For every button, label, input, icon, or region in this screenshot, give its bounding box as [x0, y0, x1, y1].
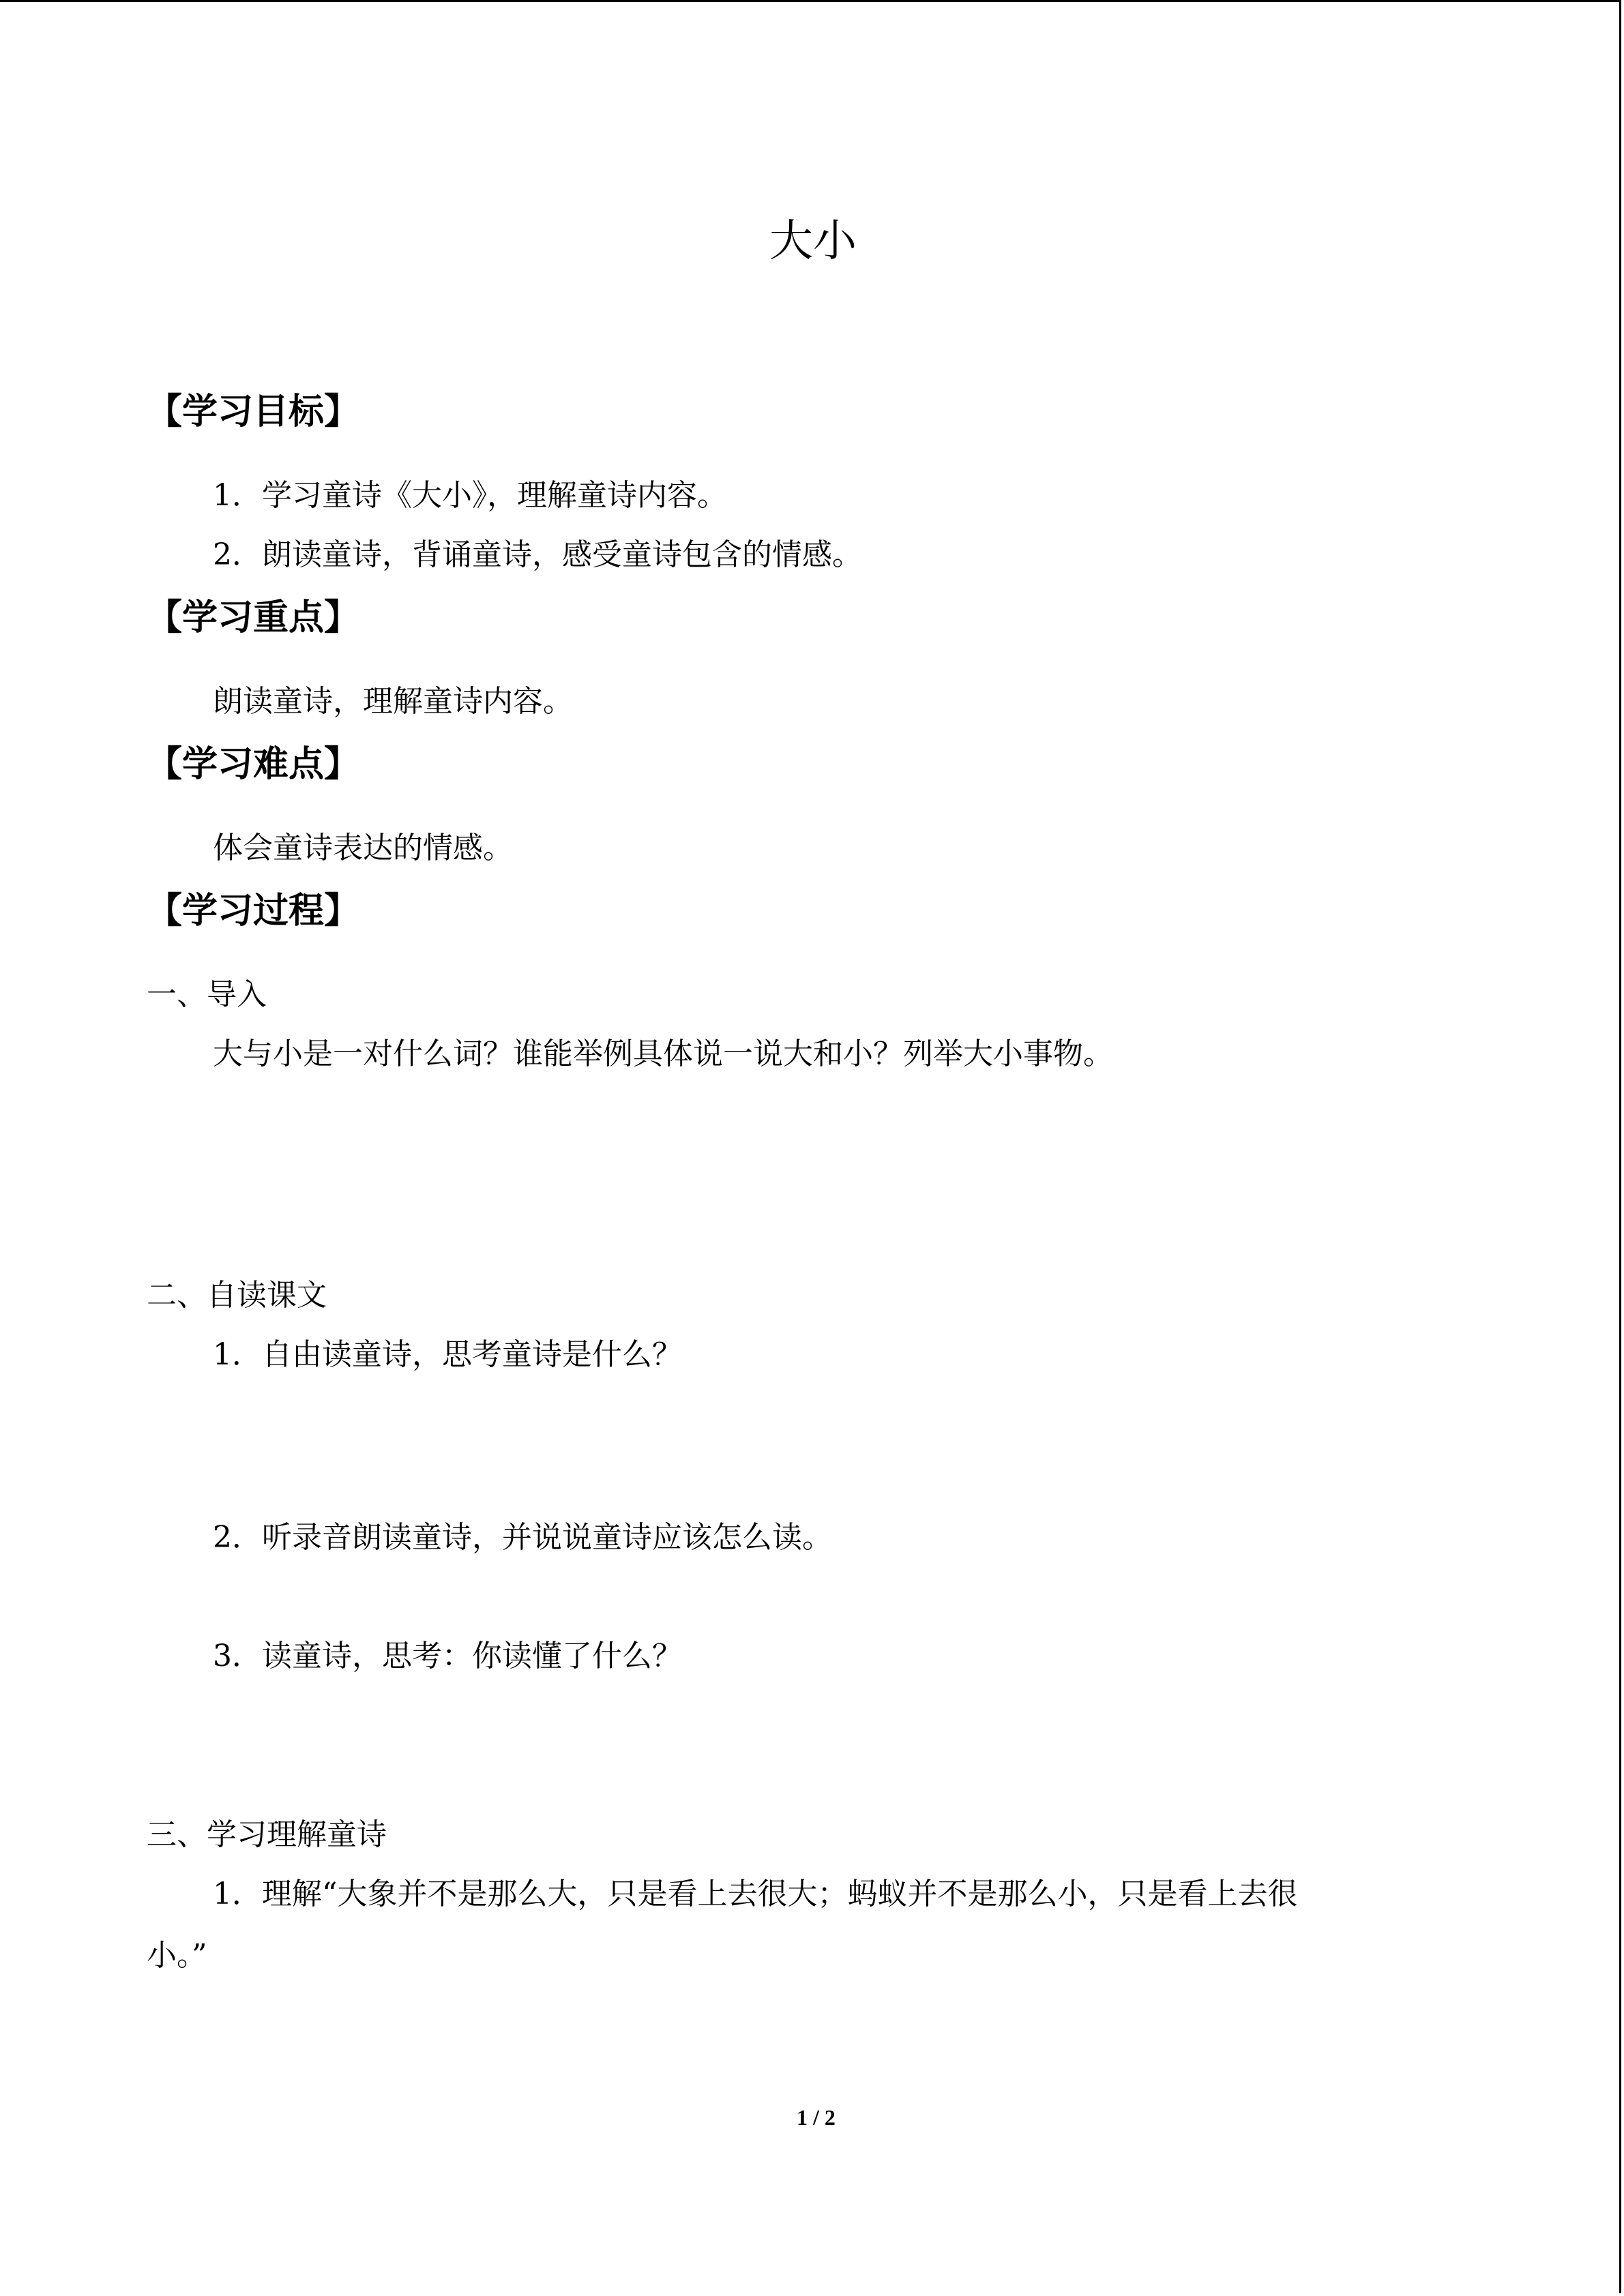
part3-item-1-line-1: 1．理解“大象并不是那么大，只是看上去很大；蚂蚁并不是那么小，只是看上去很 — [213, 1877, 1298, 1911]
part2-item-2: 2．听录音朗读童诗，并说说童诗应该怎么读。 — [213, 1520, 832, 1555]
part2-item-3: 3．读童诗，思考：你读懂了什么？ — [213, 1639, 682, 1673]
objective-item-1: 1．学习童诗《大小》，理解童诗内容。 — [213, 478, 727, 513]
part3-item-1-line-2: 小。” — [147, 1938, 207, 1973]
page-number: 1 / 2 — [797, 2105, 836, 2130]
section-heading-process: 【学习过程】 — [147, 891, 360, 931]
part1-title: 一、导入 — [147, 977, 267, 1012]
part2-title: 二、自读课文 — [147, 1278, 327, 1313]
objective-item-2: 2．朗读童诗，背诵童诗，感受童诗包含的情感。 — [213, 537, 862, 572]
part3-title: 三、学习理解童诗 — [147, 1817, 387, 1852]
section-heading-key-points: 【学习重点】 — [147, 597, 360, 638]
key-points-text: 朗读童诗，理解童诗内容。 — [213, 684, 573, 719]
part1-text: 大与小是一对什么词？谁能举例具体说一说大和小？列举大小事物。 — [213, 1037, 1113, 1071]
document-title: 大小 — [769, 216, 857, 267]
difficulties-text: 体会童诗表达的情感。 — [213, 831, 513, 865]
section-heading-objectives: 【学习目标】 — [147, 391, 360, 432]
section-heading-difficulties: 【学习难点】 — [147, 744, 360, 785]
part2-item-1: 1．自由读童诗，思考童诗是什么？ — [213, 1337, 682, 1372]
